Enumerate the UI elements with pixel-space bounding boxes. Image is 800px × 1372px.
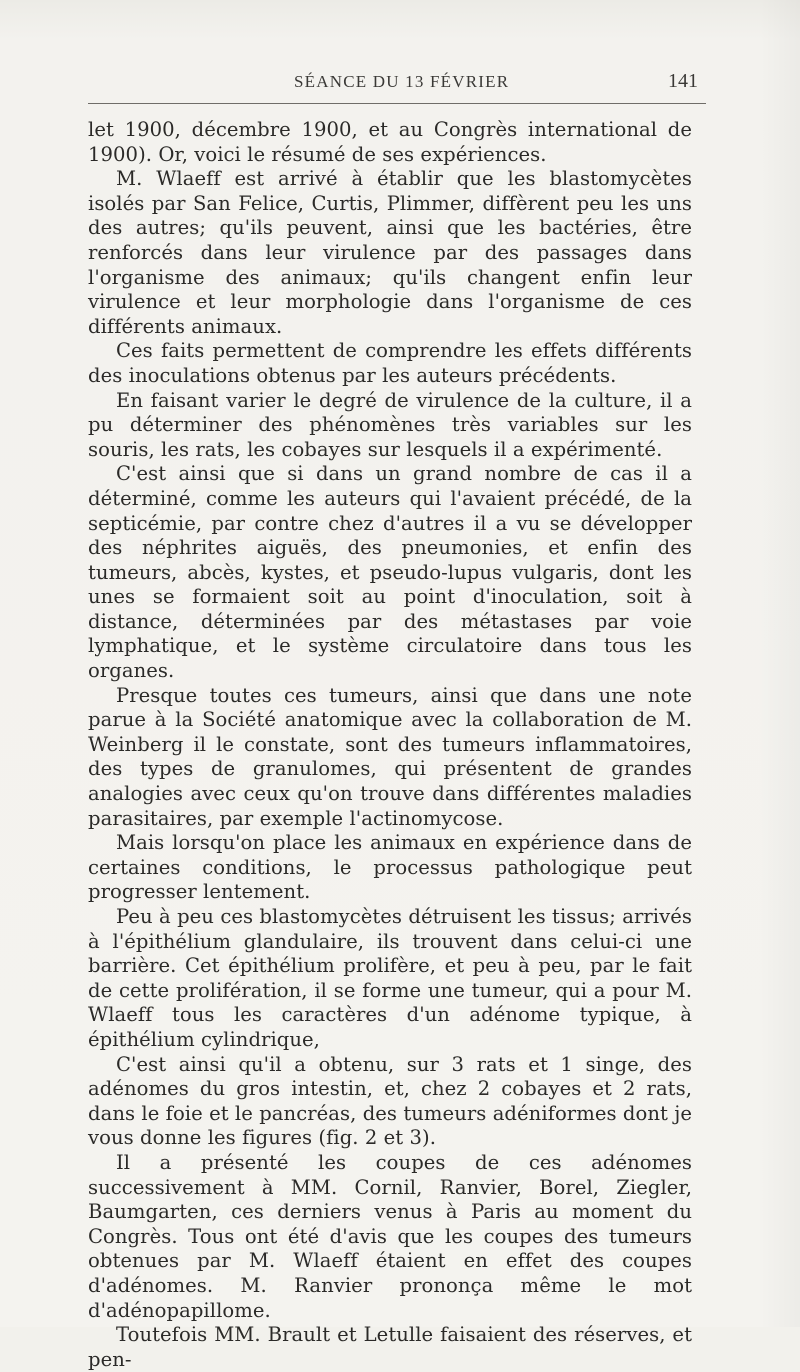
paragraph-6: Presque toutes ces tumeurs, ainsi que dans une note parue à la Société anatomique avec la collaboration de M. Weinberg il le constate, sont des tumeurs inflammatoires, des types de granulomes, qui présentent de grandes analogies avec ceux qu'on trouve dans différentes maladies parasitaires, par exemple l'actinomycose. [88, 683, 692, 830]
paragraph-9: C'est ainsi qu'il a obtenu, sur 3 rats et 1 singe, des adénomes du gros intestin, et, chez 2 cobayes et 2 rats, dans le foie et le pancréas, des tumeurs adéniformes dont je vous donne les figures (fig. 2 et 3). [88, 1052, 692, 1150]
running-head: SÉANCE DU 13 FÉVRIER [294, 72, 510, 91]
body-text [88, 118, 692, 1372]
page-edge-shading [760, 0, 800, 1327]
paragraph-3: Ces faits permettent de comprendre les effets différents des inoculations obtenus par les auteurs précédents. [88, 339, 692, 387]
paragraph-11: Toutefois MM. Brault et Letulle faisaient des réserves, et pen- [88, 1323, 692, 1371]
paragraph-8: Peu à peu ces blastomycètes détruisent les tissus; arrivés à l'épithélium glandulaire, ils trouvent dans celui-ci une barrière. Cet épithélium prolifère, et peu à peu, par le fait de cette prolifération, il se forme une tumeur, qui a pour M. Wlaeff tous les caractères d'un adénome typique, à épithélium cylindrique, [88, 905, 692, 1051]
paragraph-1: let 1900, décembre 1900, et au Congrès international de 1900). Or, voici le résumé de ses expériences. [88, 118, 692, 166]
paragraph-7: Mais lorsqu'on place les animaux en expérience dans de certaines conditions, le processus pathologique peut progresser lentement. [88, 831, 692, 904]
page-number: 141 [668, 70, 698, 92]
paragraph-5: C'est ainsi que si dans un grand nombre de cas il a déterminé, comme les auteurs qui l'avaient précédé, de la septicémie, par contre chez d'autres il a vu se développer des néphrites aiguës, des pneumonies, et enfin des tumeurs, abcès, kystes, et pseudo-lupus vulgaris, dont les unes se formaient soit au point d'inoculation, soit à distance, déterminées par des métastases par voie lymphatique, et le système circulatoire dans tous les organes. [88, 462, 692, 683]
paragraph-2: M. Wlaeff est arrivé à établir que les blastomycètes isolés par San Felice, Curtis, Plimmer, diffèrent peu les uns des autres; qu'ils peuvent, ainsi que les bactéries, être renforcés dans leur virulence par des passages dans l'organisme des animaux; qu'ils changent enfin leur virulence et leur morphologie dans l'organisme de ces différents animaux. [88, 167, 692, 338]
paragraph-4: En faisant varier le degré de virulence de la culture, il a pu déterminer des phénomènes très variables sur les souris, les rats, les cobayes sur lesquels il a expérimenté. [88, 388, 692, 461]
page-header [88, 66, 706, 96]
paragraph-10: Il a présenté les coupes de ces adénomes successivement à MM. Cornil, Ranvier, Borel, Ziegler, Baumgarten, ces derniers venus à Paris au moment du Congrès. Tous ont été d'avis que les coupes des tumeurs obtenues par M. Wlaeff étaient en effet des coupes d'adénomes. M. Ranvier prononça même le mot d'adénopapillome. [88, 1150, 692, 1322]
header-rule [88, 103, 706, 104]
